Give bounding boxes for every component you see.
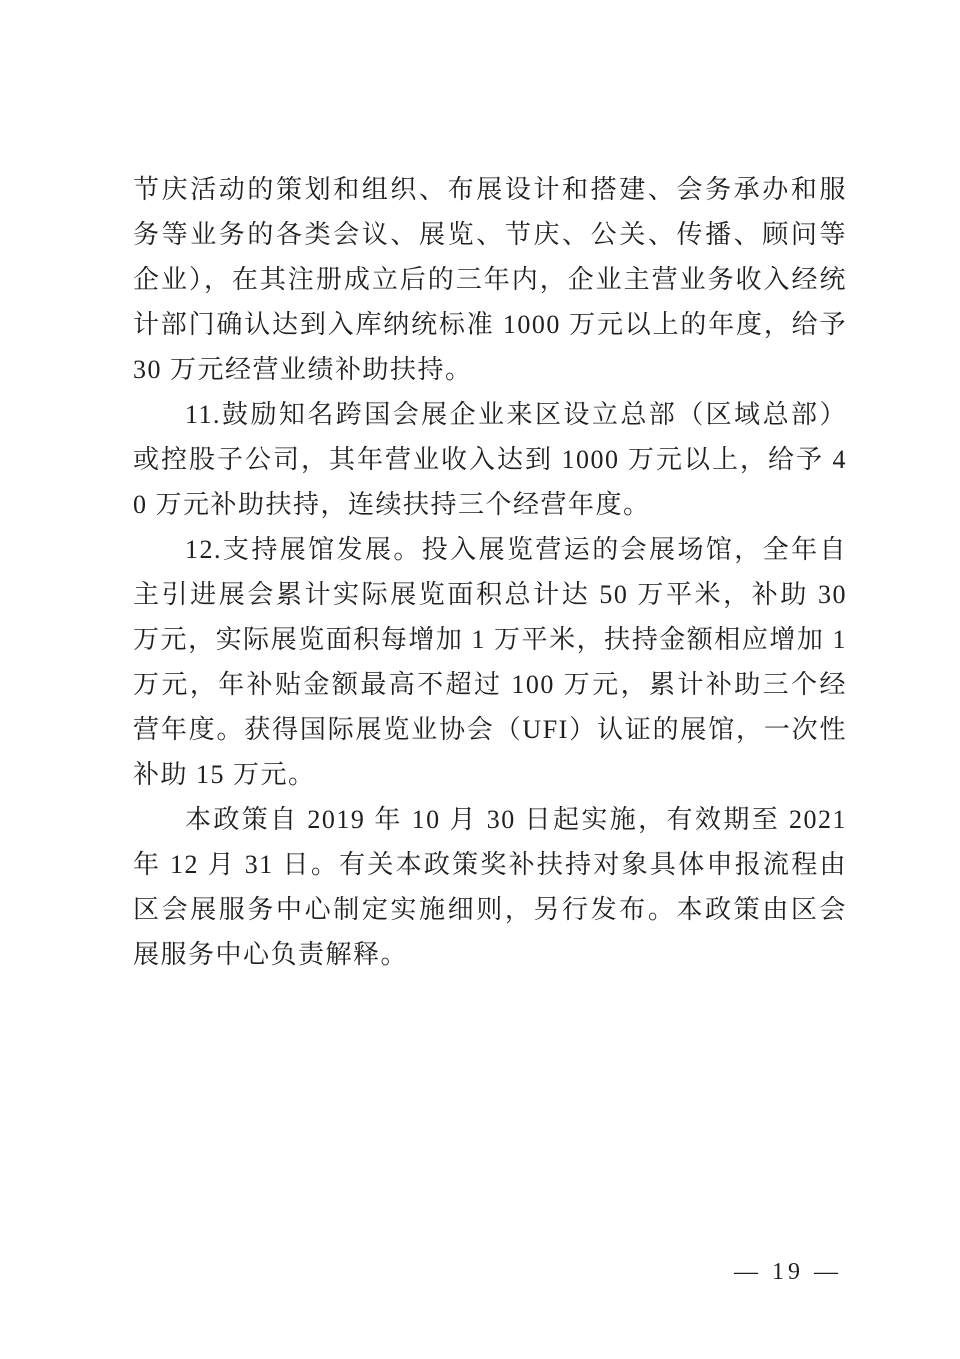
paragraph: 节庆活动的策划和组织、布展设计和搭建、会务承办和服务等业务的各类会议、展览、节庆、公关、传播、顾问等企业），在其注册成立后的三年内，企业主营业务收入经统计部门确认达到入库纳统标准 1000 万元以上的年度，给予 30 万元经营业绩补助扶持。: [133, 175, 847, 384]
page-number: — 19 —: [734, 1259, 842, 1285]
paragraph: 本政策自 2019 年 10 月 30 日起实施，有效期至 2021 年 12 月 31 日。有关本政策奖补扶持对象具体申报流程由区会展服务中心制定实施细则，另行发布。本政策由区会展服务中心负责解释。: [133, 805, 847, 969]
paragraph: 11.鼓励知名跨国会展企业来区设立总部（区域总部）或控股子公司，其年营业收入达到 1000 万元以上，给予 40 万元补助扶持，连续扶持三个经营年度。: [133, 400, 847, 519]
paragraph: 12.支持展馆发展。投入展览营运的会展场馆，全年自主引进展会累计实际展览面积总计达 50 万平米，补助 30 万元，实际展览面积每增加 1 万平米，扶持金额相应增加 1 万元，年补贴金额最高不超过 100 万元，累计补助三个经营年度。获得国际展览业协会（UFI）认证的展馆，一次性补助 15 万元。: [133, 535, 847, 789]
document-body: [133, 167, 847, 977]
